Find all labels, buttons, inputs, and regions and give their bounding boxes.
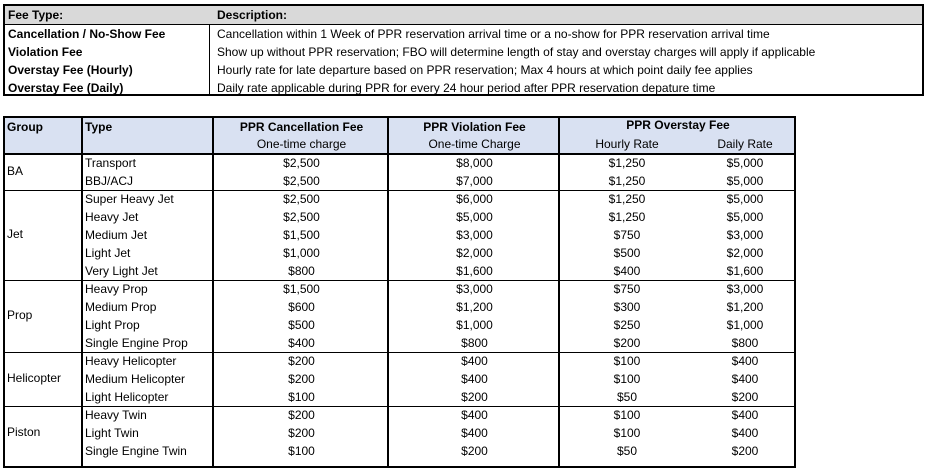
hourly-rate: $100 (613, 372, 641, 386)
violation-header: PPR Violation Fee (423, 120, 526, 134)
violation-fee: $2,000 (456, 246, 493, 260)
fee-row (5, 79, 922, 97)
cancellation-fee: $400 (288, 336, 315, 350)
cancellation-fee: $600 (288, 300, 315, 314)
group-label: BA (7, 164, 24, 178)
fee-description: Show up without PPR reservation; FBO will determine length of stay and overstay charges will apply if applicable (217, 45, 816, 59)
hourly-rate: $100 (613, 354, 641, 368)
daily-rate: $800 (731, 336, 759, 350)
hourly-rate: $250 (613, 318, 641, 332)
daily-rate: $2,000 (726, 246, 764, 260)
fee-row (5, 43, 922, 61)
cancellation-fee: $1,500 (283, 282, 320, 296)
cancellation-fee: $200 (288, 408, 315, 422)
aircraft-type: Single Engine Prop (85, 336, 188, 350)
cancellation-fee: $200 (288, 354, 315, 368)
violation-fee: $1,200 (456, 300, 493, 314)
hourly-rate: $50 (616, 390, 638, 404)
cancellation-fee: $500 (288, 318, 315, 332)
fee-description: Cancellation within 1 Week of PPR reservation arrival time or a no-show for PPR reservation arrival time (217, 27, 770, 41)
cancellation-fee: $2,500 (283, 210, 320, 224)
violation-fee: $400 (461, 354, 488, 368)
cancellation-fee: $1,500 (283, 228, 320, 242)
violation-fee: $400 (461, 426, 488, 440)
hourly-rate: $100 (613, 408, 641, 422)
hourly-rate: $1,250 (608, 156, 646, 170)
fee-name: Overstay Fee (Daily) (8, 81, 124, 95)
violation-fee: $6,000 (456, 192, 493, 206)
fee-row (5, 25, 922, 43)
cancellation-fee: $200 (288, 372, 315, 386)
aircraft-type: Light Jet (85, 246, 131, 260)
hourly-rate: $750 (613, 282, 641, 296)
cancellation-fee: $2,500 (283, 192, 320, 206)
cancellation-fee: $1,000 (283, 246, 320, 260)
aircraft-type: Very Light Jet (85, 264, 158, 278)
fee-name: Cancellation / No-Show Fee (8, 27, 166, 41)
daily-rate: $3,000 (726, 282, 764, 296)
cancellation-fee: $200 (288, 426, 315, 440)
hourly-rate: $1,250 (608, 174, 646, 188)
daily-rate: $5,000 (726, 156, 764, 170)
cancellation-subheader: One-time charge (256, 137, 347, 151)
daily-rate: $400 (731, 426, 759, 440)
daily-rate: $200 (731, 390, 759, 404)
cancellation-fee: $100 (288, 390, 315, 404)
hourly-rate: $1,250 (608, 192, 646, 206)
daily-rate: $5,000 (726, 192, 764, 206)
cancellation-fee: $2,500 (283, 156, 320, 170)
fee-description: Daily rate applicable during PPR for every 24 hour period after PPR reservation depature time (217, 81, 716, 95)
cancellation-fee: $100 (288, 444, 315, 458)
daily-rate: $1,000 (726, 318, 764, 332)
daily-subheader: Daily Rate (717, 137, 773, 151)
aircraft-type: Light Prop (85, 318, 140, 332)
violation-fee: $1,000 (456, 318, 493, 332)
group-header: Group (7, 120, 43, 134)
cancellation-fee: $800 (288, 264, 315, 278)
aircraft-type: Heavy Prop (85, 282, 148, 296)
hourly-rate: $50 (616, 444, 638, 458)
hourly-rate: $400 (613, 264, 641, 278)
hourly-rate: $750 (613, 228, 641, 242)
fee-type-header: Fee Type: (8, 8, 64, 22)
daily-rate: $400 (731, 408, 759, 422)
fee-type-table (3, 4, 924, 96)
aircraft-type: Medium Helicopter (85, 372, 186, 386)
aircraft-type: Medium Prop (85, 300, 157, 314)
rate-table-border (3, 116, 796, 468)
violation-subheader: One-time Charge (428, 137, 521, 151)
fee-name: Overstay Fee (Hourly) (8, 63, 133, 77)
violation-fee: $1,600 (456, 264, 493, 278)
fee-row (5, 61, 922, 79)
type-header: Type (85, 120, 113, 134)
group-label: Jet (7, 227, 24, 241)
hourly-subheader: Hourly Rate (595, 137, 659, 151)
violation-fee: $3,000 (456, 282, 493, 296)
hourly-rate: $1,250 (608, 210, 646, 224)
rate-table (3, 116, 796, 468)
violation-fee: $7,000 (456, 174, 493, 188)
group-label: Helicopter (7, 371, 62, 385)
aircraft-type: Heavy Helicopter (85, 354, 177, 368)
aircraft-type: Transport (85, 156, 136, 170)
violation-fee: $400 (461, 408, 488, 422)
cancellation-header: PPR Cancellation Fee (239, 120, 364, 134)
group-label: Prop (7, 308, 33, 322)
aircraft-type: Medium Jet (85, 228, 148, 242)
overstay-header: PPR Overstay Fee (626, 118, 730, 132)
group-label: Piston (7, 425, 41, 439)
description-header: Description: (217, 8, 288, 22)
violation-fee: $200 (461, 390, 488, 404)
daily-rate: $5,000 (726, 210, 764, 224)
violation-fee: $3,000 (456, 228, 493, 242)
fee-name: Violation Fee (8, 45, 83, 59)
aircraft-type: Single Engine Twin (85, 444, 187, 458)
aircraft-type: Heavy Jet (85, 210, 139, 224)
cancellation-fee: $2,500 (283, 174, 320, 188)
aircraft-type: Heavy Twin (85, 408, 147, 422)
hourly-rate: $200 (613, 336, 641, 350)
daily-rate: $400 (731, 372, 759, 386)
aircraft-type: Light Twin (85, 426, 139, 440)
fee-table-header (5, 6, 922, 25)
violation-fee: $5,000 (456, 210, 493, 224)
aircraft-type: Light Helicopter (85, 390, 169, 404)
fee-description: Hourly rate for late departure based on PPR reservation; Max 4 hours at which point daily fee applies (217, 63, 753, 77)
daily-rate: $1,200 (726, 300, 764, 314)
hourly-rate: $500 (613, 246, 641, 260)
daily-rate: $400 (731, 354, 759, 368)
daily-rate: $3,000 (726, 228, 764, 242)
aircraft-type: BBJ/ACJ (85, 174, 134, 188)
violation-fee: $8,000 (456, 156, 493, 170)
violation-fee: $400 (461, 372, 488, 386)
violation-fee: $200 (461, 444, 488, 458)
daily-rate: $5,000 (726, 174, 764, 188)
daily-rate: $1,600 (726, 264, 764, 278)
violation-fee: $800 (461, 336, 488, 350)
hourly-rate: $100 (613, 426, 641, 440)
aircraft-type: Super Heavy Jet (85, 192, 174, 206)
hourly-rate: $300 (613, 300, 641, 314)
daily-rate: $200 (731, 444, 759, 458)
